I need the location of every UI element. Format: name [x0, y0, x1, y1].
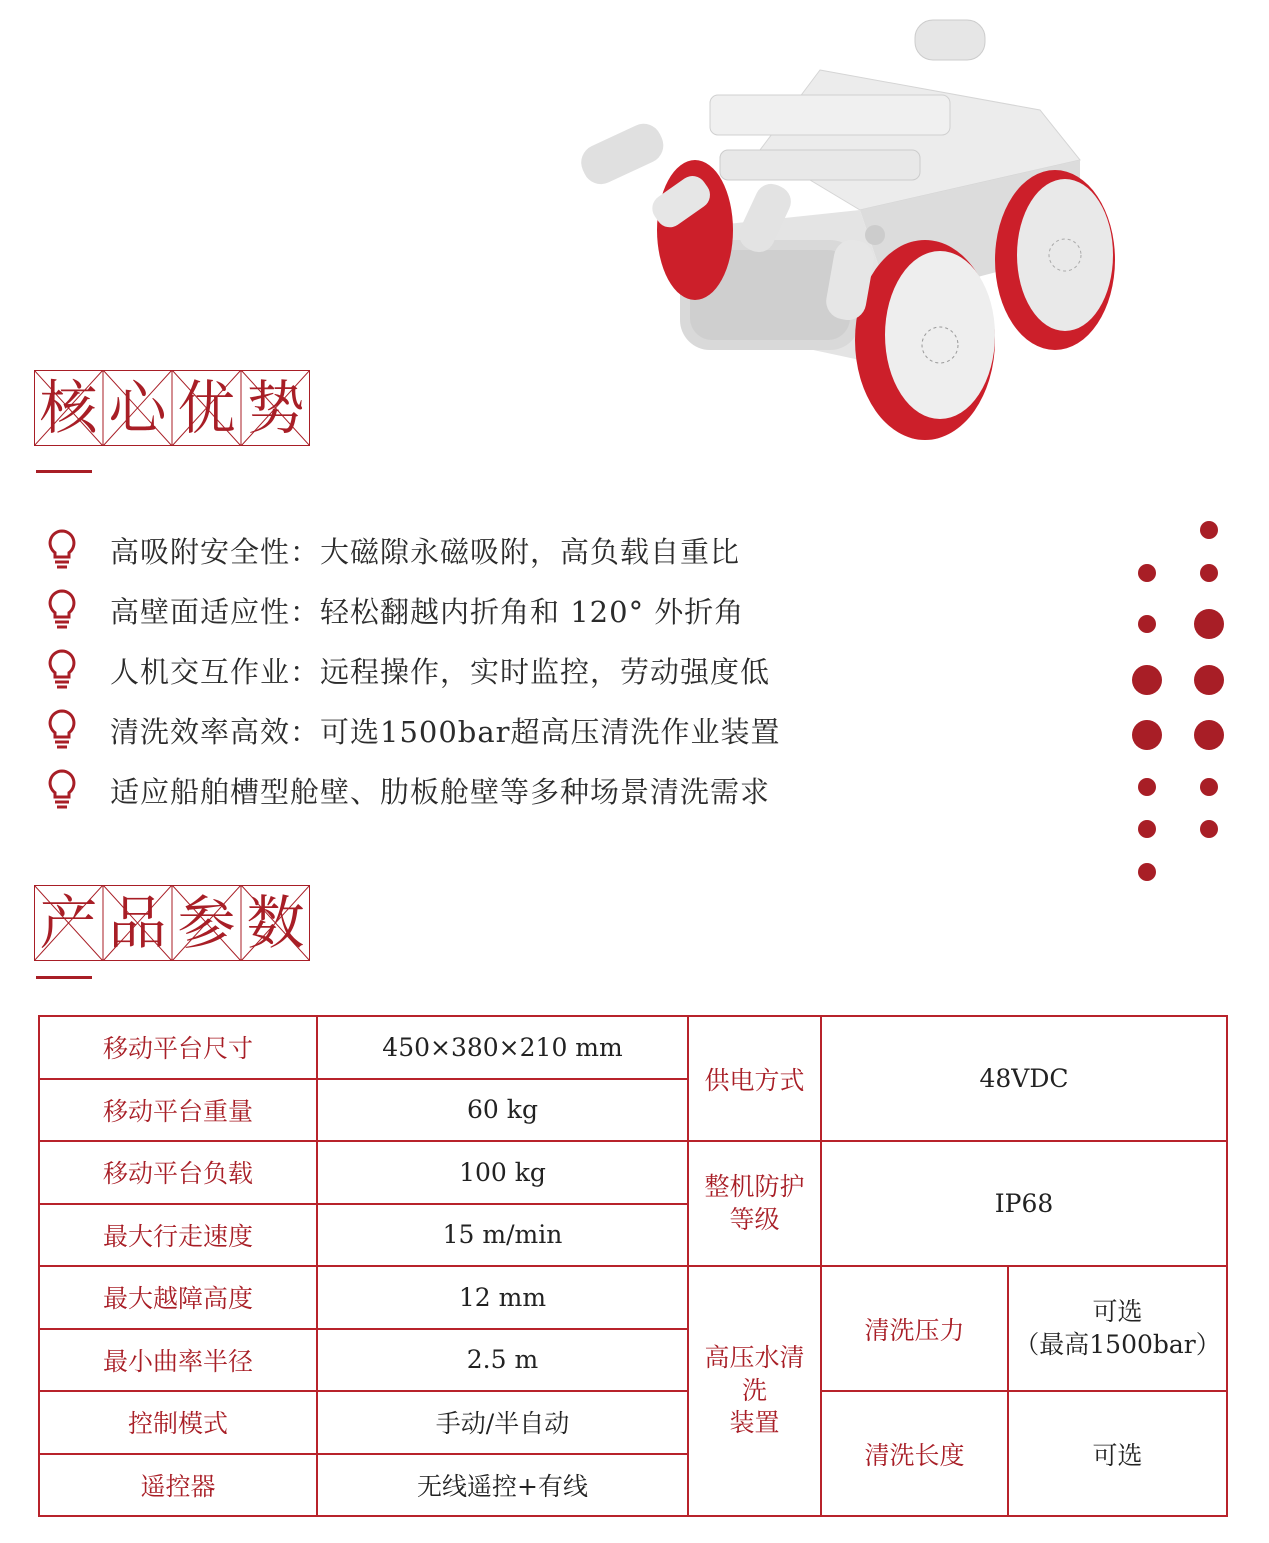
param-value: 60 kg: [317, 1079, 688, 1142]
label-line: 装置: [729, 1408, 780, 1438]
lightbulb-icon: [44, 528, 80, 572]
param-value: 100 kg: [317, 1141, 688, 1204]
section-underline: [36, 470, 92, 473]
title-char: 优: [177, 374, 236, 442]
list-item: [44, 760, 781, 820]
value-line: （最高1500bar）: [1014, 1329, 1221, 1359]
param-value: 15 m/min: [317, 1204, 688, 1267]
param-label: 最大行走速度: [39, 1204, 317, 1267]
list-item: [44, 520, 781, 580]
title-char: 势: [246, 374, 305, 442]
param-label: 清洗长度: [821, 1391, 1008, 1516]
value-line: 可选: [1092, 1297, 1143, 1326]
table-row: [39, 1391, 1227, 1454]
advantages-title: [34, 370, 310, 446]
param-value: 12 mm: [317, 1266, 688, 1329]
title-char: 参: [177, 889, 236, 957]
param-value: IP68: [821, 1141, 1227, 1266]
param-value: 可选: [1008, 1391, 1227, 1516]
list-item: [44, 640, 781, 700]
label-line: 等级: [729, 1204, 780, 1234]
section-underline: [36, 976, 92, 979]
advantage-text: 适应船舶槽型舱壁、肋板舱壁等多种场景清洗需求: [110, 774, 771, 809]
list-item: [44, 580, 781, 640]
wall-climbing-robot-image: [560, 0, 1140, 460]
lightbulb-icon: [44, 588, 80, 632]
param-label: 最小曲率半径: [39, 1329, 317, 1392]
param-label-protection: [688, 1141, 821, 1266]
param-value: 手动/半自动: [317, 1391, 688, 1454]
label-line: 整机防护: [704, 1172, 805, 1201]
title-char: 品: [108, 889, 167, 957]
advantage-text: 清洗效率高效：可选1500bar超高压清洗作业装置: [110, 714, 781, 749]
param-value: 无线遥控+有线: [317, 1454, 688, 1517]
advantage-text: 高吸附安全性：大磁隙永磁吸附，高负载自重比: [110, 534, 741, 569]
table-row: [39, 1266, 1227, 1329]
table-row: [39, 1141, 1227, 1204]
table-row: [39, 1016, 1227, 1079]
advantages-list: [44, 520, 781, 820]
title-char: 核: [39, 374, 98, 442]
param-value: 450×380×210 mm: [317, 1016, 688, 1079]
param-label: 供电方式: [688, 1016, 821, 1141]
title-char: 产: [39, 889, 98, 957]
param-label: 移动平台重量: [39, 1079, 317, 1142]
advantage-text: 人机交互作业：远程操作，实时监控，劳动强度低: [110, 654, 771, 689]
params-table: [38, 1015, 1228, 1517]
param-label: 最大越障高度: [39, 1266, 317, 1329]
lightbulb-icon: [44, 708, 80, 752]
title-char: 数: [246, 889, 305, 957]
param-label: 遥控器: [39, 1454, 317, 1517]
param-label: 控制模式: [39, 1391, 317, 1454]
param-value-pressure: [1008, 1266, 1227, 1391]
param-label: 移动平台尺寸: [39, 1016, 317, 1079]
advantage-text: 高壁面适应性：轻松翻越内折角和 120° 外折角: [110, 594, 745, 629]
param-label: 清洗压力: [821, 1266, 1008, 1391]
param-label: 移动平台负载: [39, 1141, 317, 1204]
param-value: 48VDC: [821, 1016, 1227, 1141]
param-label-washer: [688, 1266, 821, 1516]
decorative-dots: [1120, 510, 1240, 890]
lightbulb-icon: [44, 648, 80, 692]
list-item: [44, 700, 781, 760]
label-line: 高压水清洗: [704, 1343, 805, 1405]
title-char: 心: [108, 374, 167, 442]
params-title: [34, 885, 310, 961]
param-value: 2.5 m: [317, 1329, 688, 1392]
lightbulb-icon: [44, 768, 80, 812]
